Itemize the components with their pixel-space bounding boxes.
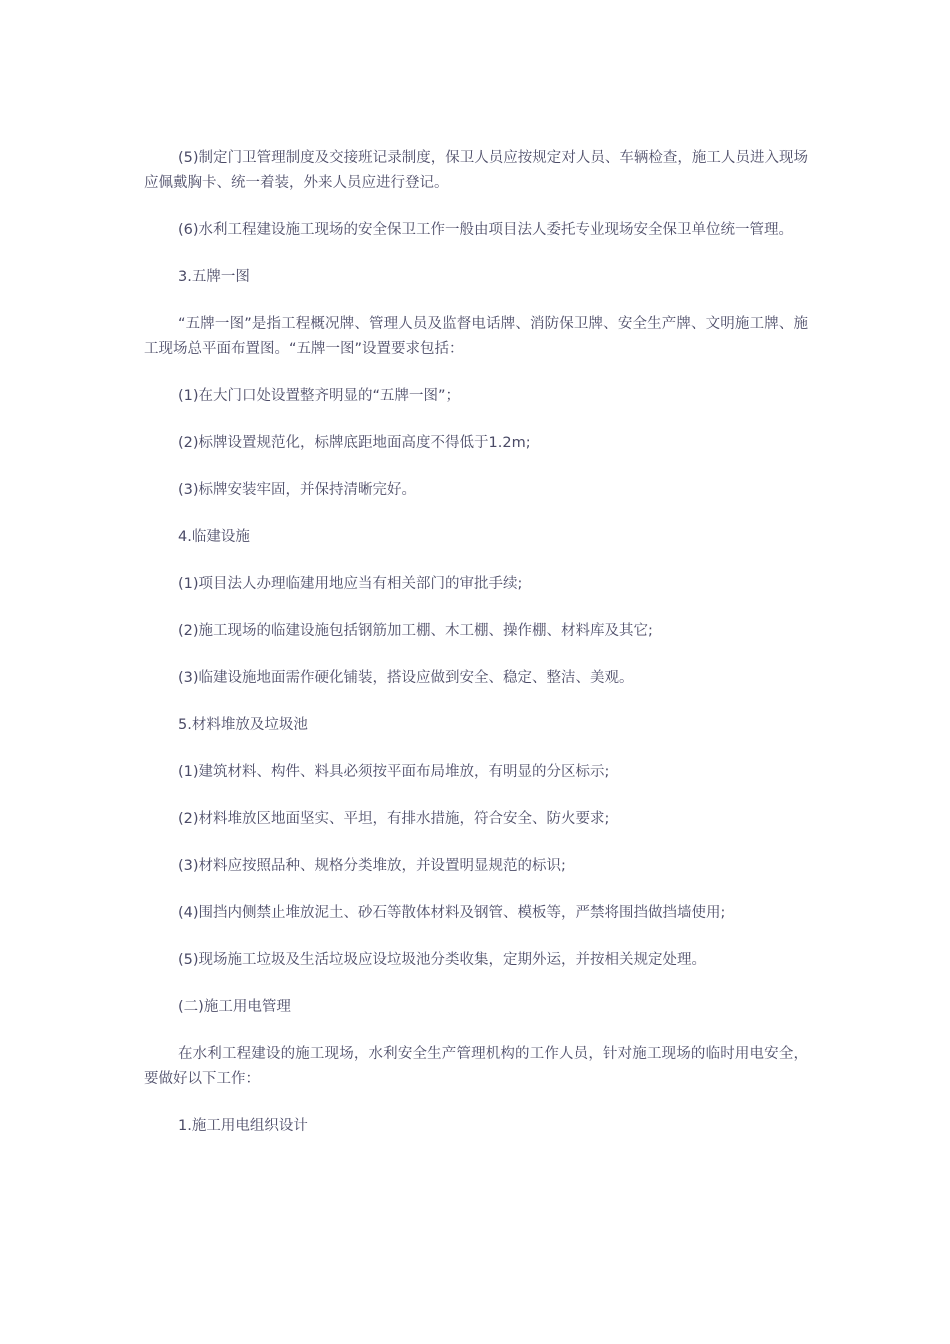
list-item-board-1: (1)在大门口处设置整齐明显的“五牌一图”； — [178, 388, 461, 404]
list-item-material-5: (5)现场施工垃圾及生活垃圾应设垃圾池分类收集，定期外运，并按相关规定处理。 — [178, 952, 707, 968]
section-heading-materials: 5.材料堆放及垃圾池 — [178, 717, 308, 733]
list-item-facility-2: (2)施工现场的临建设施包括钢筋加工棚、木工棚、操作棚、材料库及其它; — [178, 623, 653, 639]
list-item-material-4: (4)围挡内侧禁止堆放泥土、砂石等散体材料及钢管、模板等，严禁将围挡做挡墙使用; — [178, 905, 726, 921]
paragraph-gate-management: (5)制定门卫管理制度及交接班记录制度，保卫人员应按规定对人员、车辆检查，施工人员进入现场应佩戴胸卡、统一着装，外来人员应进行登记。 — [144, 150, 808, 191]
list-item-material-3: (3)材料应按照品种、规格分类堆放，并设置明显规范的标识; — [178, 858, 566, 874]
list-item-facility-1: (1)项目法人办理临建用地应当有相关部门的审批手续; — [178, 576, 523, 592]
section-heading-electricity: (二)施工用电管理 — [178, 999, 291, 1015]
list-item-board-3: (3)标牌安装牢固，并保持清晰完好。 — [178, 482, 417, 498]
paragraph-security-management: (6)水利工程建设施工现场的安全保卫工作一般由项目法人委托专业现场安全保卫单位统一管理。 — [178, 222, 794, 238]
subsection-heading-electricity-design: 1.施工用电组织设计 — [178, 1118, 308, 1134]
document-page — [144, 146, 808, 1161]
list-item-material-1: (1)建筑材料、构件、料具必须按平面布局堆放，有明显的分区标示; — [178, 764, 610, 780]
paragraph-five-boards-definition: “五牌一图”是指工程概况牌、管理人员及监督电话牌、消防保卫牌、安全生产牌、文明施工牌、施工现场总平面布置图。“五牌一图”设置要求包括： — [144, 316, 808, 357]
list-item-facility-3: (3)临建设施地面需作硬化铺装，搭设应做到安全、稳定、整洁、美观。 — [178, 670, 634, 686]
list-item-material-2: (2)材料堆放区地面坚实、平坦，有排水措施，符合安全、防火要求; — [178, 811, 610, 827]
paragraph-electricity-intro: 在水利工程建设的施工现场，水利安全生产管理机构的工作人员，针对施工现场的临时用电安全，要做好以下工作： — [144, 1046, 808, 1087]
list-item-board-2: (2)标牌设置规范化，标牌底距地面高度不得低于1.2m; — [178, 435, 531, 451]
section-heading-temporary-facilities: 4.临建设施 — [178, 529, 250, 545]
section-heading-five-boards: 3.五牌一图 — [178, 269, 250, 285]
